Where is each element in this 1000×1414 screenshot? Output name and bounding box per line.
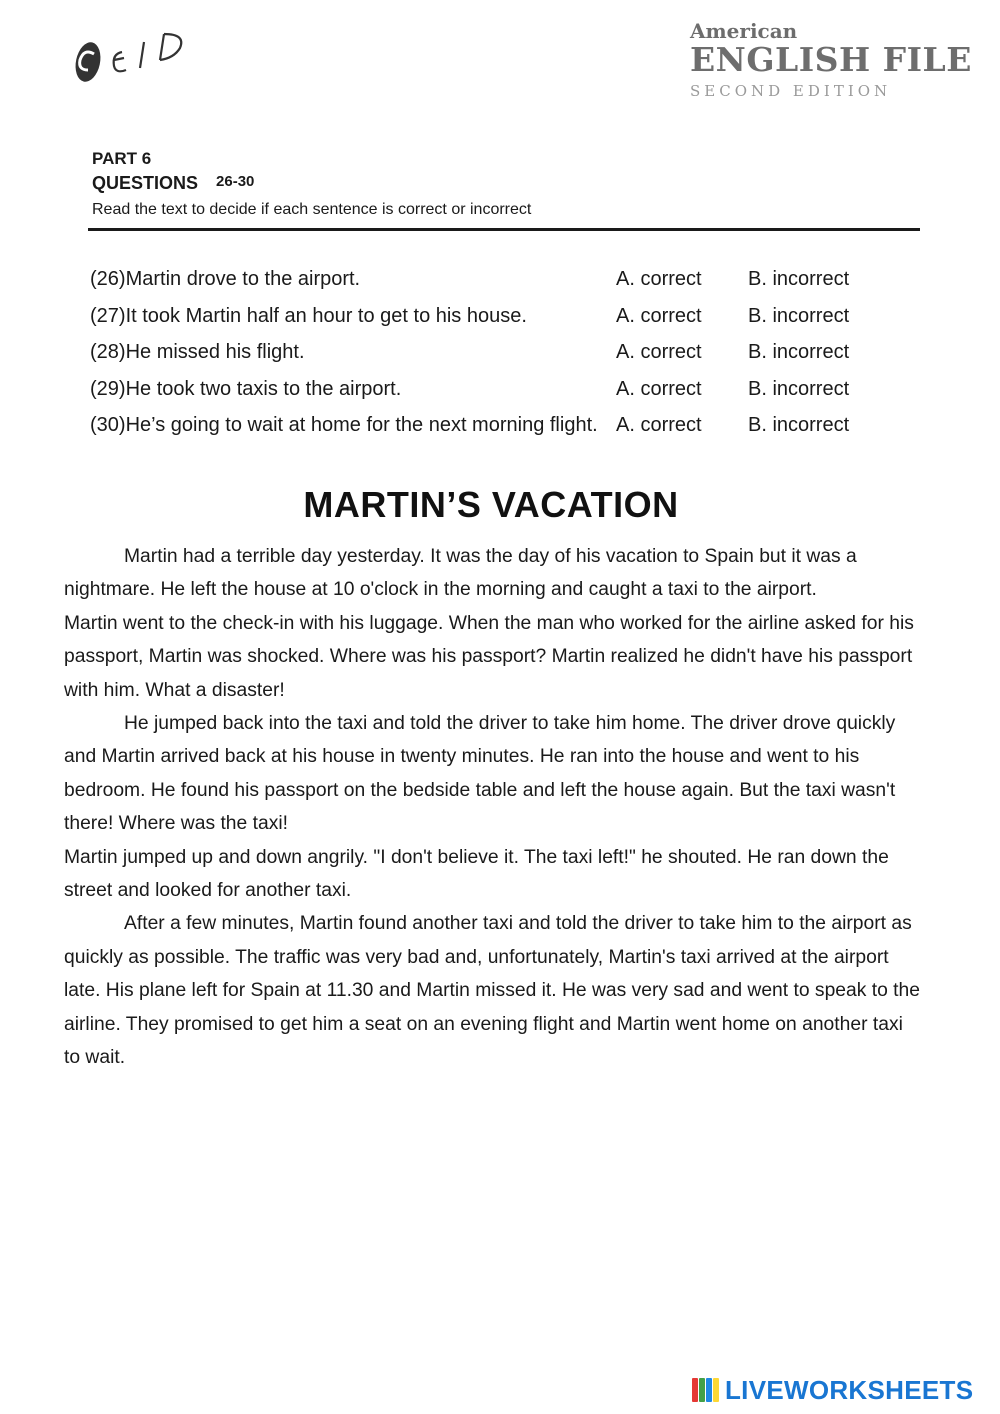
question-27 [90,299,890,336]
question-28 [90,335,890,372]
questions-heading [92,170,922,196]
option-b[interactable]: B. incorrect [748,341,850,364]
question-text: (27)It took Martin half an hour to get to his house. [90,304,527,327]
story-paragraph: After a few minutes, Martin found another taxi and told the driver to take him to the airport as quickly as possible. The traffic was very bad and, unfortunately, Martin's taxi arrived at the airport late. His plane left for Spain at 11.30 and Martin missed it. He was very sad and went to speak to the airline. They promised to get him a seat on an evening flight and Martin went home on another taxi to wait. [64,913,920,1069]
option-a[interactable]: A. correct [616,377,702,400]
option-b[interactable]: B. incorrect [748,304,850,327]
story-paragraph: Martin jumped up and down angrily. "I don't believe it. The taxi left!" he shouted. He ran down the street and looked for another taxi. [64,846,889,902]
part-header [92,148,922,222]
option-b[interactable]: B. incorrect [748,414,850,437]
option-a[interactable]: A. correct [616,414,702,437]
part-title: PART 6 [92,149,152,168]
story-paragraph: Martin had a terrible day yesterday. It was the day of his vacation to Spain but it was a nightmare. He left the house at 10 o'clock in the morning and caught a taxi to the airport. [64,546,857,601]
brand-main: ENGLISH FILE [690,40,972,79]
instructions: Read the text to decide if each sentence is correct or incorrect [92,201,532,218]
question-text: (29)He took two taxis to the airport. [90,377,402,400]
story-paragraph: He jumped back into the taxi and told the driver to take him home. The driver drove quickly and Martin arrived back at his house in twenty minutes. He ran into the house and went to his bedroom. He found his passport on the bedside table and left the house again. But the taxi wasn't there! Where was the taxi! [64,713,896,835]
option-a[interactable]: A. correct [616,341,702,364]
question-26 [90,262,890,299]
brand-top: American [690,19,798,43]
option-b[interactable]: B. incorrect [748,268,850,290]
question-text: (28)He missed his flight. [90,341,305,364]
liveworksheets-text: LIVEWORKSHEETS [725,1374,974,1405]
question-text: (30)He’s going to wait at home for the next morning flight. [90,414,598,437]
divider [88,228,920,231]
question-text: (26)Martin drove to the airport. [90,268,361,290]
questions-range: 26-30 [216,173,255,190]
option-a[interactable]: A. correct [616,268,702,290]
handwritten-logo [70,24,200,88]
brand-sub: SECOND EDITION [690,82,892,100]
brand-logo [690,20,980,100]
question-30 [90,408,890,445]
liveworksheets-icon [692,1376,722,1404]
questions-label: QUESTIONS [92,173,199,193]
story-title: MARTIN’S VACATION [303,484,679,525]
liveworksheets-watermark [692,1374,973,1406]
story-text [64,540,922,1075]
option-b[interactable]: B. incorrect [748,377,850,400]
story-paragraph: Martin went to the check-in with his luggage. When the man who worked for the airline asked for his passport, Martin was shocked. Where was his passport? Martin realized he didn't have his passport with him. What a disaster! [64,612,914,701]
question-list [90,262,890,445]
option-a[interactable]: A. correct [616,304,702,327]
question-29 [90,372,890,409]
